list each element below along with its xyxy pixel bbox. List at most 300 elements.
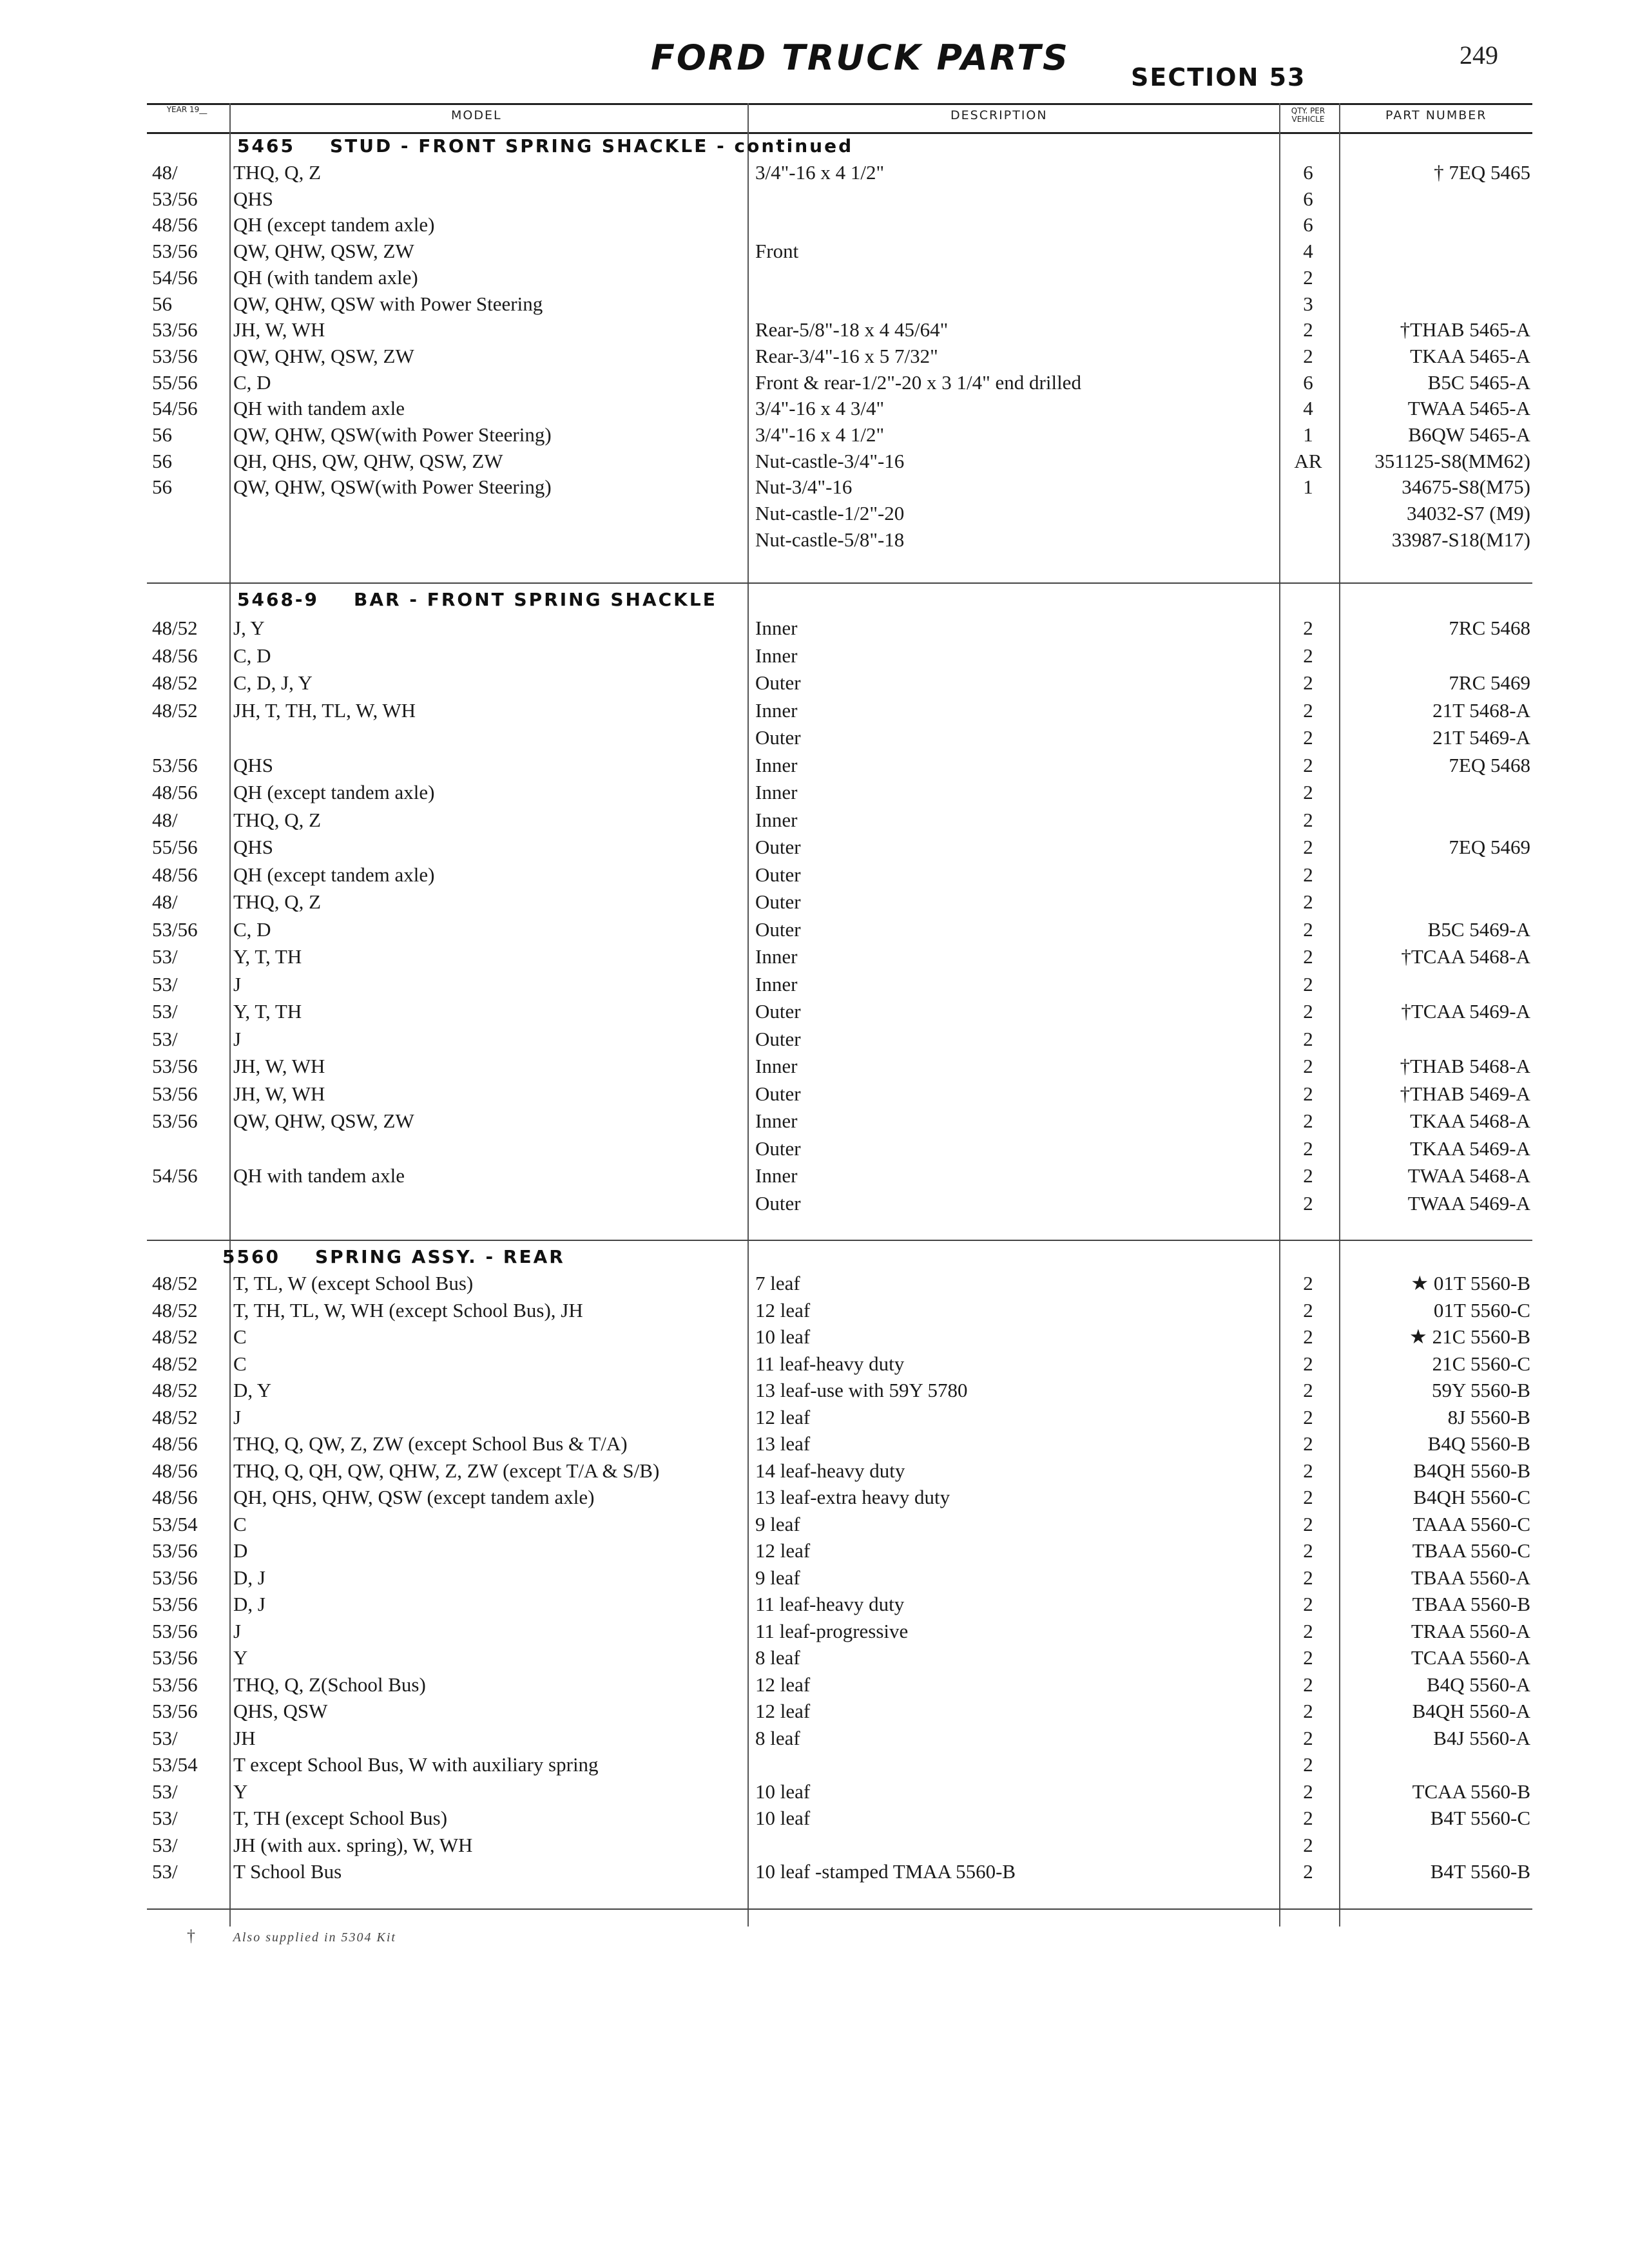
model-cell: C: [233, 1513, 247, 1535]
description-cell: 3/4"-16 x 4 1/2": [755, 161, 885, 184]
qty-cell: 2: [1303, 1164, 1313, 1187]
qty-cell: 2: [1303, 1459, 1313, 1482]
part-number-cell: 33987-S18(M17): [1391, 528, 1530, 551]
table-row: [0, 1136, 1629, 1162]
qty-cell: 2: [1303, 890, 1313, 913]
table-row: [0, 862, 1629, 888]
qty-cell: 2: [1303, 836, 1313, 858]
year-cell: 48/52: [152, 1352, 198, 1375]
year-cell: 53/56: [152, 1673, 198, 1696]
table-row: [0, 1779, 1629, 1805]
table-row: [0, 396, 1629, 421]
description-cell: 11 leaf-heavy duty: [755, 1352, 905, 1375]
qty-cell: 2: [1303, 1082, 1313, 1105]
col-header-description: DESCRIPTION: [950, 108, 1048, 122]
year-cell: 53/56: [152, 1646, 198, 1669]
year-cell: 56: [152, 293, 172, 315]
part-number-cell: TWAA 5465-A: [1407, 397, 1530, 419]
qty-cell: 2: [1303, 1513, 1313, 1535]
model-cell: QH (except tandem axle): [233, 781, 435, 803]
part-number-cell: B4QH 5560-C: [1413, 1486, 1530, 1508]
description-cell: Outer: [755, 1137, 801, 1160]
table-row: [0, 725, 1629, 751]
model-cell: QW, QHW, QSW, ZW: [233, 1110, 414, 1132]
table-row: [0, 238, 1629, 264]
part-number-cell: B5C 5465-A: [1427, 371, 1530, 394]
table-row: [0, 917, 1629, 943]
dagger-icon: †: [187, 1927, 197, 1945]
part-number-cell: B4QH 5560-B: [1413, 1459, 1530, 1482]
description-cell: Rear-5/8"-18 x 4 45/64": [755, 318, 949, 341]
year-cell: 55/56: [152, 836, 198, 858]
part-number-cell: 21T 5468-A: [1432, 699, 1530, 722]
description-cell: 9 leaf: [755, 1513, 800, 1535]
year-cell: 53/56: [152, 1620, 198, 1642]
model-cell: C: [233, 1352, 247, 1375]
model-cell: C: [233, 1325, 247, 1348]
model-cell: T, TL, W (except School Bus): [233, 1272, 474, 1294]
description-cell: Outer: [755, 918, 801, 941]
part-number-cell: TKAA 5468-A: [1410, 1110, 1530, 1132]
part-number-cell: 34675-S8(M75): [1402, 476, 1530, 498]
part-number-cell: ★ 01T 5560-B: [1411, 1272, 1530, 1294]
year-cell: 48/56: [152, 644, 198, 667]
description-cell: 12 leaf: [755, 1673, 811, 1696]
year-cell: 48/: [152, 809, 178, 831]
description-cell: Inner: [755, 809, 798, 831]
description-cell: 8 leaf: [755, 1727, 800, 1749]
model-cell: QW, QHW, QSW with Power Steering: [233, 293, 543, 315]
part-number-cell: 21C 5560-C: [1432, 1352, 1530, 1375]
model-cell: T, TH (except School Bus): [233, 1807, 448, 1829]
table-row: [0, 265, 1629, 291]
description-cell: 12 leaf: [755, 1299, 811, 1321]
description-cell: 13 leaf: [755, 1432, 811, 1455]
model-cell: T except School Bus, W with auxiliary spring: [233, 1753, 599, 1776]
table-row: [0, 1108, 1629, 1134]
table-row: [0, 944, 1629, 970]
qty-cell: 2: [1303, 1028, 1313, 1050]
description-cell: 3/4"-16 x 4 1/2": [755, 423, 885, 446]
year-cell: 53/: [152, 1727, 178, 1749]
year-cell: 48/56: [152, 1432, 198, 1455]
qty-cell: 4: [1303, 397, 1313, 419]
table-row: [0, 1163, 1629, 1189]
part-number-cell: TKAA 5469-A: [1410, 1137, 1530, 1160]
model-cell: JH: [233, 1727, 256, 1749]
col-header-year: YEAR 19__: [166, 105, 207, 114]
table-row: [0, 474, 1629, 500]
qty-cell: 2: [1303, 318, 1313, 341]
qty-cell: 6: [1303, 161, 1313, 184]
qty-cell: 2: [1303, 1593, 1313, 1615]
qty-cell: 3: [1303, 293, 1313, 315]
model-cell: JH, T, TH, TL, W, WH: [233, 699, 416, 722]
page-title: FORD TRUCK PARTS: [651, 37, 1070, 78]
header-top-rule: [147, 103, 1532, 105]
qty-cell: 2: [1303, 973, 1313, 995]
table-row: [0, 1405, 1629, 1430]
description-cell: 3/4"-16 x 4 3/4": [755, 397, 885, 419]
section-separator: [147, 582, 1532, 584]
description-cell: 11 leaf-heavy duty: [755, 1593, 905, 1615]
table-row: [0, 1081, 1629, 1107]
qty-cell: 2: [1303, 1432, 1313, 1455]
table-row: [0, 1645, 1629, 1671]
qty-cell: 2: [1303, 1753, 1313, 1776]
table-row: [0, 1698, 1629, 1724]
year-cell: 54/56: [152, 266, 198, 289]
part-number-cell: TKAA 5465-A: [1410, 345, 1530, 367]
table-row: [0, 186, 1629, 212]
qty-cell: 2: [1303, 809, 1313, 831]
qty-cell: 2: [1303, 1379, 1313, 1401]
year-cell: 55/56: [152, 371, 198, 394]
col-header-qty: QTY. PER VEHICLE: [1291, 106, 1325, 124]
description-cell: Outer: [755, 1192, 801, 1215]
table-row: [0, 1565, 1629, 1591]
page-number: 249: [1460, 41, 1498, 70]
description-cell: Inner: [755, 1110, 798, 1132]
year-cell: 53/: [152, 973, 178, 995]
table-row: [0, 889, 1629, 915]
qty-cell: 2: [1303, 1807, 1313, 1829]
section-separator: [147, 1240, 1532, 1241]
year-cell: 56: [152, 423, 172, 446]
model-cell: QH with tandem axle: [233, 1164, 405, 1187]
part-number-cell: †TCAA 5469-A: [1401, 1000, 1530, 1023]
year-cell: 48/52: [152, 1272, 198, 1294]
year-cell: 56: [152, 476, 172, 498]
part-number-cell: †THAB 5465-A: [1400, 318, 1530, 341]
model-cell: J: [233, 1406, 242, 1428]
model-cell: QW, QHW, QSW(with Power Steering): [233, 476, 552, 498]
qty-cell: 2: [1303, 644, 1313, 667]
table-row: [0, 1832, 1629, 1858]
part-number-cell: 01T 5560-C: [1433, 1299, 1530, 1321]
table-row: [0, 1191, 1629, 1216]
model-cell: THQ, Q, QH, QW, QHW, Z, ZW (except T/A & S/B): [233, 1459, 660, 1482]
description-cell: Nut-castle-5/8"-18: [755, 528, 905, 551]
year-cell: 53/56: [152, 1700, 198, 1722]
table-row: [0, 1026, 1629, 1052]
model-cell: THQ, Q, Z: [233, 890, 322, 913]
table-row: [0, 1351, 1629, 1377]
model-cell: QH (except tandem axle): [233, 213, 435, 236]
description-cell: Inner: [755, 699, 798, 722]
year-cell: 56: [152, 450, 172, 472]
model-cell: T, TH, TL, W, WH (except School Bus), JH: [233, 1299, 583, 1321]
qty-cell: 2: [1303, 1646, 1313, 1669]
model-cell: D, Y: [233, 1379, 272, 1401]
table-row: [0, 972, 1629, 997]
table-row: [0, 807, 1629, 833]
table-row: [0, 753, 1629, 778]
qty-cell: 2: [1303, 699, 1313, 722]
model-cell: QW, QHW, QSW(with Power Steering): [233, 423, 552, 446]
table-bottom-rule: [147, 1908, 1532, 1910]
footnote: [187, 1927, 396, 1946]
description-cell: 10 leaf -stamped TMAA 5560-B: [755, 1860, 1016, 1883]
model-cell: QH, QHS, QHW, QSW (except tandem axle): [233, 1486, 595, 1508]
qty-cell: 2: [1303, 1299, 1313, 1321]
model-cell: QHS: [233, 836, 274, 858]
model-cell: J: [233, 1620, 242, 1642]
table-row: [0, 1725, 1629, 1751]
section-number: 5560: [222, 1246, 280, 1267]
section-number: 5468-9: [237, 589, 320, 610]
table-row: [0, 698, 1629, 724]
year-cell: 53/: [152, 1000, 178, 1023]
year-cell: 48/52: [152, 1379, 198, 1401]
model-cell: C, D, J, Y: [233, 671, 313, 694]
description-cell: Outer: [755, 671, 801, 694]
qty-cell: 2: [1303, 1192, 1313, 1215]
description-cell: Inner: [755, 644, 798, 667]
part-number-cell: TWAA 5469-A: [1407, 1192, 1530, 1215]
year-cell: 48/52: [152, 671, 198, 694]
model-cell: QHS, QSW: [233, 1700, 328, 1722]
year-cell: 53/56: [152, 754, 198, 776]
qty-cell: 1: [1303, 476, 1313, 498]
table-row: [0, 1538, 1629, 1564]
part-number-cell: †TCAA 5468-A: [1401, 945, 1530, 968]
model-cell: D, J: [233, 1566, 265, 1589]
qty-cell: 2: [1303, 1486, 1313, 1508]
description-cell: Inner: [755, 617, 798, 639]
description-cell: Nut-castle-1/2"-20: [755, 502, 905, 524]
description-cell: 10 leaf: [755, 1325, 811, 1348]
part-number-cell: B4J 5560-A: [1433, 1727, 1530, 1749]
part-number-cell: 34032-S7 (M9): [1406, 502, 1530, 524]
table-row: [0, 343, 1629, 369]
model-cell: J: [233, 973, 242, 995]
section-title: [237, 135, 853, 157]
part-number-cell: 59Y 5560-B: [1432, 1379, 1530, 1401]
year-cell: 53/56: [152, 1055, 198, 1077]
model-cell: D, J: [233, 1593, 265, 1615]
qty-cell: 2: [1303, 1110, 1313, 1132]
description-cell: 13 leaf-use with 59Y 5780: [755, 1379, 968, 1401]
table-row: [0, 1752, 1629, 1778]
part-number-cell: TWAA 5468-A: [1407, 1164, 1530, 1187]
description-cell: Outer: [755, 863, 801, 886]
part-number-cell: 7RC 5468: [1449, 617, 1530, 639]
description-cell: Nut-castle-3/4"-16: [755, 450, 905, 472]
part-number-cell: TBAA 5560-B: [1412, 1593, 1530, 1615]
qty-cell: 2: [1303, 1137, 1313, 1160]
model-cell: JH, W, WH: [233, 318, 325, 341]
model-cell: THQ, Q, Z: [233, 809, 322, 831]
qty-cell: 2: [1303, 726, 1313, 749]
description-cell: Inner: [755, 1055, 798, 1077]
model-cell: Y, T, TH: [233, 945, 302, 968]
description-cell: Outer: [755, 1000, 801, 1023]
model-cell: T School Bus: [233, 1860, 342, 1883]
qty-cell: 2: [1303, 945, 1313, 968]
year-cell: 53/54: [152, 1753, 198, 1776]
description-cell: 10 leaf: [755, 1807, 811, 1829]
year-cell: 54/56: [152, 1164, 198, 1187]
part-number-cell: B4Q 5560-A: [1426, 1673, 1530, 1696]
qty-cell: 2: [1303, 1700, 1313, 1722]
table-row: [0, 834, 1629, 860]
qty-cell: 2: [1303, 1834, 1313, 1856]
year-cell: 48/52: [152, 1406, 198, 1428]
section-title: [237, 589, 717, 610]
qty-cell: 2: [1303, 1406, 1313, 1428]
qty-cell: 2: [1303, 345, 1313, 367]
model-cell: QH (except tandem axle): [233, 863, 435, 886]
model-cell: JH, W, WH: [233, 1082, 325, 1105]
qty-cell: 1: [1303, 423, 1313, 446]
part-number-cell: B4T 5560-C: [1430, 1807, 1530, 1829]
model-cell: QW, QHW, QSW, ZW: [233, 240, 414, 262]
part-number-cell: 7RC 5469: [1449, 671, 1530, 694]
year-cell: 53/56: [152, 318, 198, 341]
description-cell: Inner: [755, 973, 798, 995]
table-row: [0, 317, 1629, 343]
model-cell: Y: [233, 1646, 248, 1669]
description-cell: 14 leaf-heavy duty: [755, 1459, 905, 1482]
description-cell: Nut-3/4"-16: [755, 476, 853, 498]
part-number-cell: TBAA 5560-C: [1412, 1539, 1530, 1562]
part-number-cell: B4QH 5560-A: [1412, 1700, 1530, 1722]
year-cell: 48/56: [152, 781, 198, 803]
section-name: STUD - FRONT SPRING SHACKLE - continued: [329, 135, 854, 157]
part-number-cell: TCAA 5560-A: [1411, 1646, 1530, 1669]
description-cell: Outer: [755, 890, 801, 913]
part-number-cell: ★ 21C 5560-B: [1409, 1325, 1530, 1348]
description-cell: 13 leaf-extra heavy duty: [755, 1486, 950, 1508]
part-number-cell: B5C 5469-A: [1427, 918, 1530, 941]
year-cell: 53/56: [152, 1593, 198, 1615]
model-cell: THQ, Q, Z(School Bus): [233, 1673, 426, 1696]
year-cell: 48/52: [152, 1325, 198, 1348]
qty-cell: 2: [1303, 1673, 1313, 1696]
year-cell: 53/: [152, 1028, 178, 1050]
qty-cell: 2: [1303, 671, 1313, 694]
qty-cell: 2: [1303, 1566, 1313, 1589]
part-number-cell: †THAB 5469-A: [1400, 1082, 1530, 1105]
year-cell: 53/: [152, 1780, 178, 1803]
year-cell: 53/54: [152, 1513, 198, 1535]
table-row: [0, 1591, 1629, 1617]
table-row: [0, 501, 1629, 526]
qty-cell: 2: [1303, 266, 1313, 289]
table-row: [0, 422, 1629, 448]
year-cell: 48/56: [152, 1459, 198, 1482]
qty-cell: 2: [1303, 1055, 1313, 1077]
qty-cell: 2: [1303, 781, 1313, 803]
table-row: [0, 999, 1629, 1024]
header-bottom-rule: [147, 132, 1532, 134]
model-cell: J: [233, 1028, 242, 1050]
qty-cell: 2: [1303, 1860, 1313, 1883]
description-cell: Front & rear-1/2"-20 x 3 1/4" end drilled: [755, 371, 1081, 394]
table-row: [0, 291, 1629, 317]
description-cell: Front: [755, 240, 799, 262]
year-cell: 53/56: [152, 187, 198, 210]
year-cell: 53/: [152, 1807, 178, 1829]
description-cell: 12 leaf: [755, 1406, 811, 1428]
col-header-part-number: PART NUMBER: [1385, 108, 1487, 122]
section-name: BAR - FRONT SPRING SHACKLE: [354, 589, 717, 610]
qty-cell: 2: [1303, 1352, 1313, 1375]
year-cell: 53/56: [152, 240, 198, 262]
table-row: [0, 1485, 1629, 1510]
year-cell: 53/56: [152, 1082, 198, 1105]
part-number-cell: TRAA 5560-A: [1411, 1620, 1530, 1642]
description-cell: Inner: [755, 754, 798, 776]
year-cell: 53/56: [152, 1566, 198, 1589]
model-cell: QH with tandem axle: [233, 397, 405, 419]
qty-cell: 2: [1303, 1727, 1313, 1749]
table-row: [0, 370, 1629, 396]
model-cell: QHS: [233, 754, 274, 776]
year-cell: 53/56: [152, 1539, 198, 1562]
year-cell: 48/52: [152, 617, 198, 639]
description-cell: 12 leaf: [755, 1700, 811, 1722]
model-cell: JH, W, WH: [233, 1055, 325, 1077]
qty-cell: 2: [1303, 1780, 1313, 1803]
model-cell: QHS: [233, 187, 274, 210]
table-row: [0, 1458, 1629, 1484]
table-row: [0, 1053, 1629, 1079]
year-cell: 53/: [152, 1860, 178, 1883]
table-row: [0, 527, 1629, 553]
description-cell: 11 leaf-progressive: [755, 1620, 909, 1642]
qty-cell: 2: [1303, 863, 1313, 886]
table-row: [0, 780, 1629, 805]
description-cell: Outer: [755, 726, 801, 749]
section-number: 5465: [237, 135, 295, 157]
year-cell: 48/56: [152, 863, 198, 886]
model-cell: J, Y: [233, 617, 265, 639]
part-number-cell: 7EQ 5468: [1449, 754, 1530, 776]
part-number-cell: † 7EQ 5465: [1434, 161, 1530, 184]
section-label: SECTION 53: [1131, 63, 1306, 91]
footnote-text: Also supplied in 5304 Kit: [233, 1930, 396, 1945]
model-cell: Y, T, TH: [233, 1000, 302, 1023]
description-cell: Outer: [755, 836, 801, 858]
qty-cell: 2: [1303, 1539, 1313, 1562]
year-cell: 53/56: [152, 345, 198, 367]
model-cell: Y: [233, 1780, 248, 1803]
model-cell: THQ, Q, QW, Z, ZW (except School Bus & T/A): [233, 1432, 628, 1455]
model-cell: JH (with aux. spring), W, WH: [233, 1834, 473, 1856]
table-row: [0, 1324, 1629, 1350]
year-cell: 54/56: [152, 397, 198, 419]
year-cell: 48/56: [152, 1486, 198, 1508]
description-cell: 12 leaf: [755, 1539, 811, 1562]
table-row: [0, 1298, 1629, 1323]
part-number-cell: TCAA 5560-B: [1412, 1780, 1530, 1803]
part-number-cell: 8J 5560-B: [1447, 1406, 1530, 1428]
description-cell: 10 leaf: [755, 1780, 811, 1803]
description-cell: Inner: [755, 1164, 798, 1187]
part-number-cell: B6QW 5465-A: [1408, 423, 1530, 446]
year-cell: 53/56: [152, 1110, 198, 1132]
model-cell: C, D: [233, 644, 271, 667]
model-cell: QH, QHS, QW, QHW, QSW, ZW: [233, 450, 503, 472]
qty-cell: AR: [1294, 450, 1322, 472]
table-row: [0, 1431, 1629, 1457]
model-cell: D: [233, 1539, 248, 1562]
part-number-cell: 351125-S8(MM62): [1374, 450, 1530, 472]
table-row: [0, 1672, 1629, 1698]
table-row: [0, 448, 1629, 474]
